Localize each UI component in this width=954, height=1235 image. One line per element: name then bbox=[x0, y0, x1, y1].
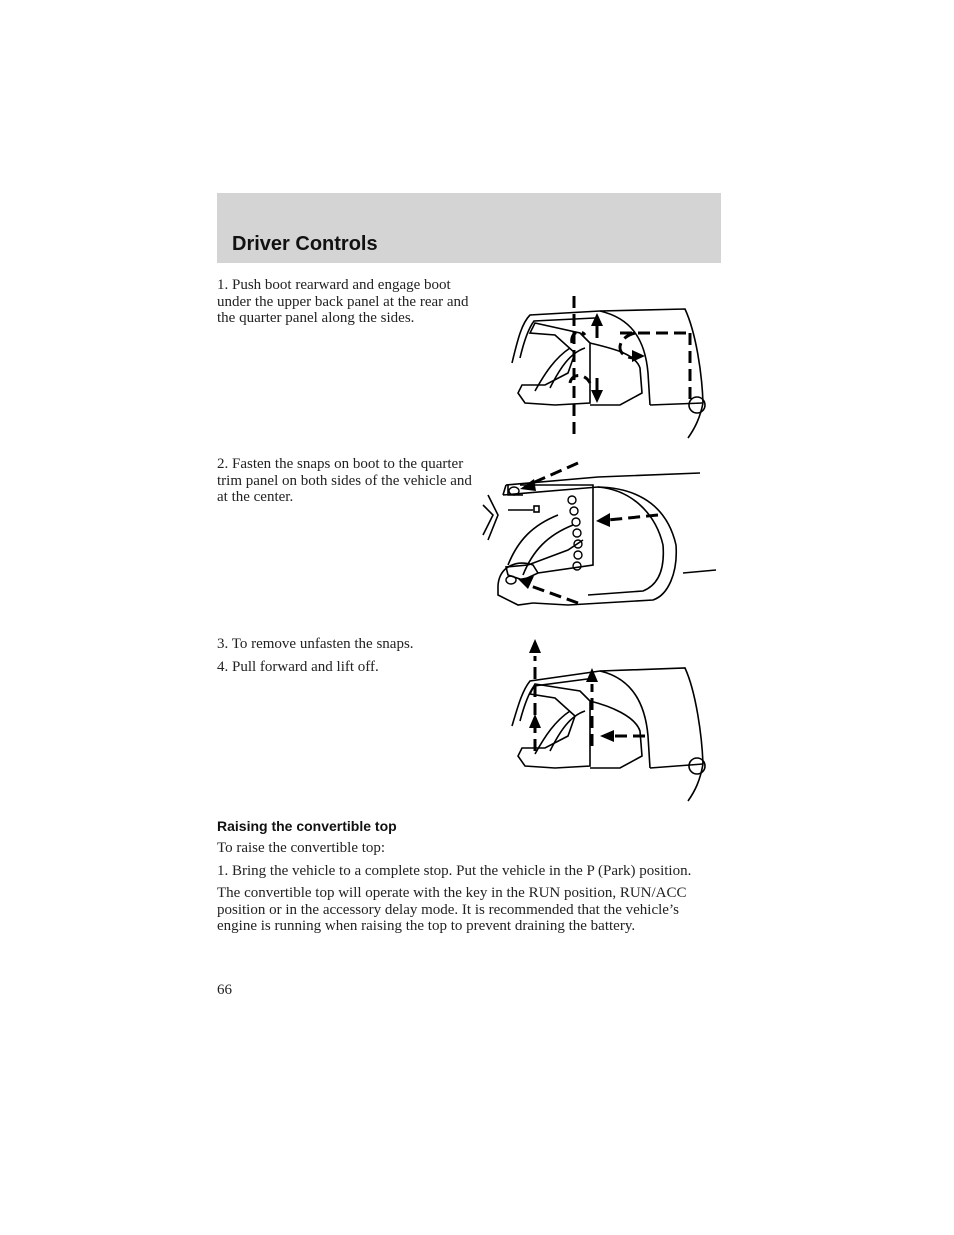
body-paragraph: The convertible top will operate with the key in the RUN position, RUN/ACC position or in the accessory delay mode. It is recommended that the vehicle’s engine is running when raising the top to prevent draining the battery. bbox=[217, 885, 687, 934]
snap-fasten-illustration bbox=[478, 455, 718, 615]
step-4-paragraph: 4. Pull forward and lift off. bbox=[217, 658, 379, 675]
step-1-paragraph: 1. Push boot rearward and engage boot under the upper back panel at the rear and the quarter panel along the sides. bbox=[217, 277, 469, 326]
section-title: Driver Controls bbox=[232, 233, 378, 255]
boot-removal-illustration bbox=[500, 636, 720, 806]
step-1-text bbox=[217, 277, 472, 333]
section-body bbox=[217, 840, 721, 941]
boot-install-illustration bbox=[500, 293, 720, 443]
body-paragraph: 1. Bring the vehicle to a complete stop. Put the vehicle in the P (Park) position. bbox=[217, 862, 692, 879]
step-3-paragraph: 3. To remove unfasten the snaps. bbox=[217, 636, 414, 652]
body-paragraph: To raise the convertible top: bbox=[217, 840, 386, 856]
page-number: 66 bbox=[217, 982, 232, 998]
header-band bbox=[217, 193, 721, 263]
step-2-paragraph: 2. Fasten the snaps on boot to the quarter trim panel on both sides of the vehicle and at the center. bbox=[217, 456, 472, 505]
section-subheading: Raising the convertible top bbox=[217, 818, 397, 834]
steps-3-4-text bbox=[217, 636, 472, 681]
step-2-text bbox=[217, 456, 472, 512]
